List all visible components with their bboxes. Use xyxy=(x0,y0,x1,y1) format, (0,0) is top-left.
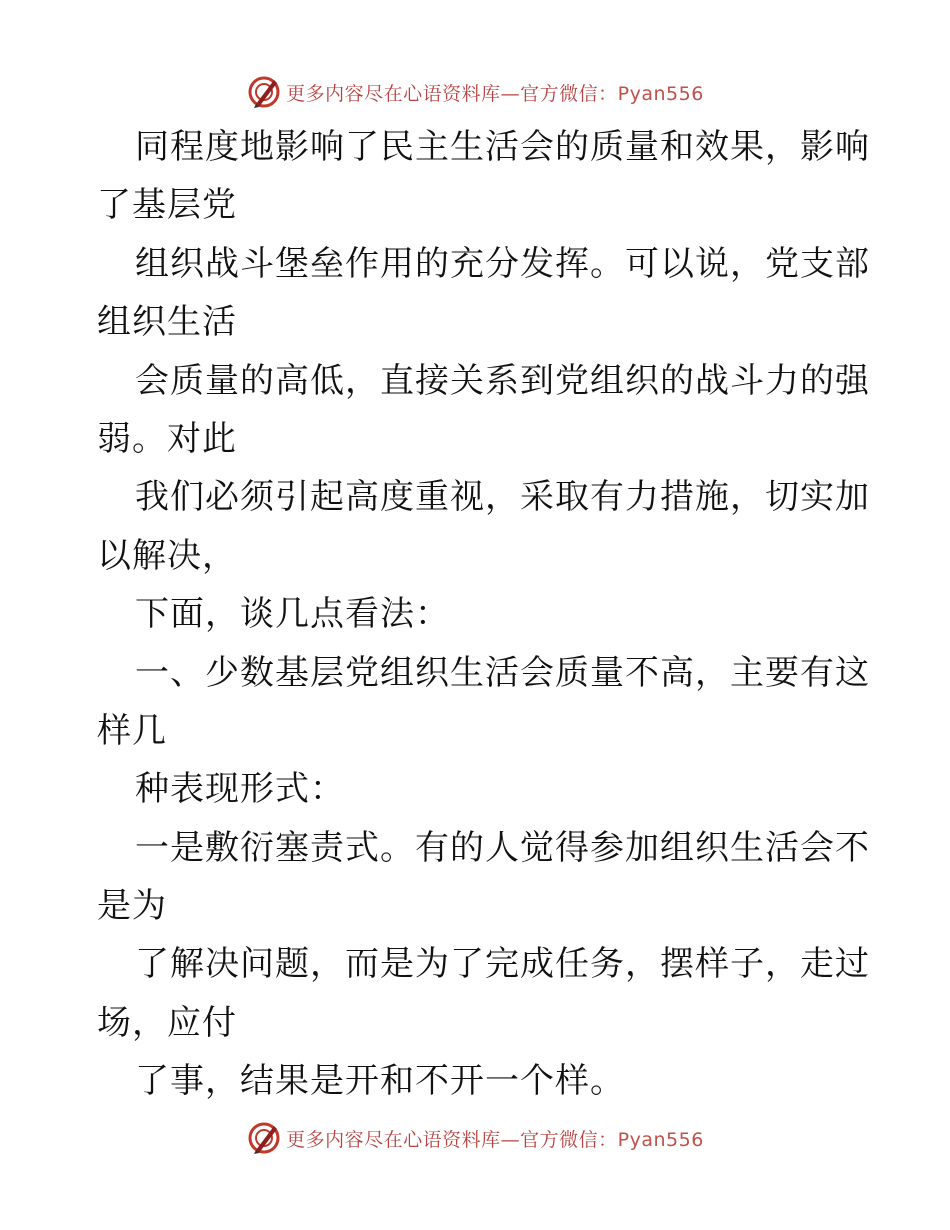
text-line: 组织生活 xyxy=(97,302,237,343)
text-line: 一是敷衍塞责式。有的人觉得参加组织生活会不 xyxy=(135,827,870,868)
text-line: 弱。对此 xyxy=(97,418,237,459)
text-line: 了基层党 xyxy=(97,185,237,226)
text-line: 种表现形式： xyxy=(135,769,345,810)
footer-account: Pyan556 xyxy=(617,1128,704,1151)
text-line: 下面，谈几点看法： xyxy=(135,594,450,635)
text-line: 我们必须引起高度重视，采取有力措施，切实加 xyxy=(135,477,870,518)
text-line: 了事，结果是开和不开一个样。 xyxy=(135,1061,625,1102)
pen-circle-logo-icon xyxy=(246,74,282,110)
text-line: 是为 xyxy=(97,886,167,927)
pen-circle-logo-icon xyxy=(246,1120,282,1156)
text-line: 以解决， xyxy=(97,535,237,576)
text-line: 样几 xyxy=(97,710,167,751)
text-line: 场，应付 xyxy=(97,1002,237,1043)
text-line: 了解决问题，而是为了完成任务，摆样子，走过 xyxy=(135,944,870,985)
text-line: 组织战斗堡垒作用的充分发挥。可以说，党支部 xyxy=(135,243,870,284)
text-line: 同程度地影响了民主生活会的质量和效果，影响 xyxy=(135,127,870,167)
header-banner-text: 更多内容尽在心语资料库—官方微信：Pyan556 xyxy=(286,82,704,105)
header-banner xyxy=(0,72,950,112)
footer-banner-text: 更多内容尽在心语资料库—官方微信：Pyan556 xyxy=(286,1128,704,1151)
text-line: 会质量的高低，直接关系到党组织的战斗力的强 xyxy=(135,360,870,401)
text-line: 一、少数基层党组织生活会质量不高，主要有这 xyxy=(135,652,870,693)
header-account: Pyan556 xyxy=(617,82,704,105)
footer-banner xyxy=(0,1118,950,1158)
document-body xyxy=(97,118,870,1111)
